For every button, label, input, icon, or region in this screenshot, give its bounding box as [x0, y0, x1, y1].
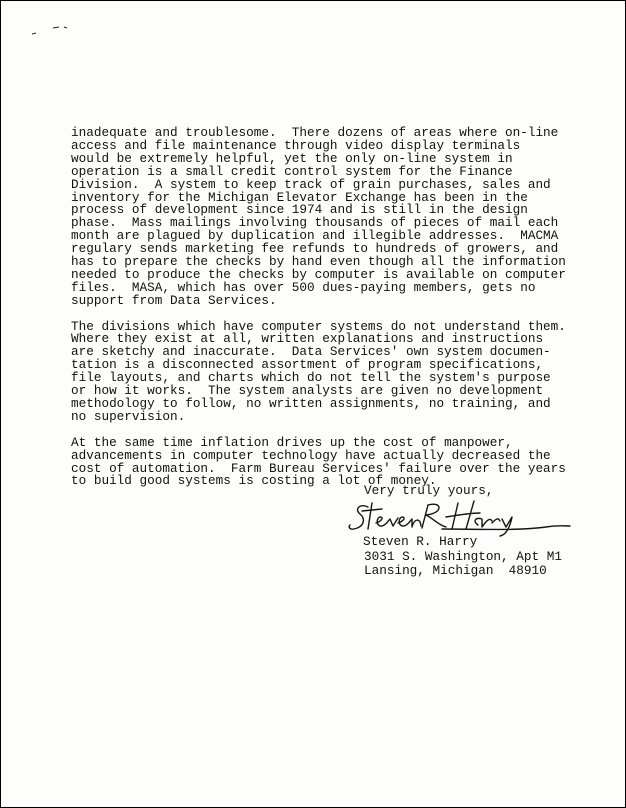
text-line: support from Data Services.	[71, 292, 277, 308]
letter-body	[71, 127, 571, 501]
text-line: files. MASA, which has over 500 dues-paying members, gets no	[71, 279, 536, 295]
paragraph-1	[71, 127, 571, 308]
text-line: or how it works. The system analysts are given no development	[71, 383, 544, 399]
text-line: The divisions which have computer systems do not understand them.	[71, 318, 566, 334]
text-line: Division. A system to keep track of grain purchases, sales and	[71, 176, 551, 192]
paragraph-3	[71, 434, 571, 489]
text-line: advancements in computer technology have actually decreased the	[71, 447, 551, 463]
sender-address	[364, 550, 562, 577]
text-line: process of development since 1974 and is still in the design	[71, 202, 528, 218]
text-line: cost of automation. Farm Bureau Services' failure over the years	[71, 460, 566, 476]
text-line: inadequate and troublesome. There dozens of areas where on-line	[71, 125, 559, 140]
text-line: inventory for the Michigan Elevator Exchange has been in the	[71, 189, 528, 205]
text-line: access and file maintenance through video display terminals	[71, 137, 521, 153]
address-line: 3031 S. Washington, Apt M1	[364, 549, 562, 564]
address-line: Lansing, Michigan 48910	[364, 562, 547, 578]
text-line: no supervision.	[71, 408, 186, 424]
paragraph-2	[71, 318, 571, 424]
signer-name: Steven R. Harry	[363, 534, 478, 549]
text-line: would be extremely helpful, yet the only on-line system in	[71, 150, 513, 166]
text-line: operation is a small credit control system for the Finance	[71, 163, 513, 179]
text-line: tation is a disconnected assortment of program specifications,	[71, 357, 544, 373]
text-line: phase. Mass mailings involving thousands of pieces of mail each	[71, 215, 559, 231]
text-line: month are plagued by duplication and illegible addresses. MACMA	[71, 228, 559, 244]
text-line: has to prepare the checks by hand even though all the information	[71, 254, 566, 270]
text-line: are sketchy and inaccurate. Data Services' own system documen-	[71, 344, 551, 360]
text-line: methodology to follow, no written assignments, no training, and	[71, 396, 551, 412]
text-line: At the same time inflation drives up the cost of manpower,	[71, 434, 513, 450]
scan-specks	[31, 19, 91, 39]
handwritten-signature	[346, 495, 571, 537]
closing-salutation: Very truly yours,	[364, 483, 494, 498]
text-line: needed to produce the checks by computer is available on computer	[71, 266, 566, 282]
text-line: regulary sends marketing fee refunds to hundreds of growers, and	[71, 241, 559, 257]
text-line: file layouts, and charts which do not tell the system's purpose	[71, 370, 551, 386]
text-line: Where they exist at all, written explanations and instructions	[71, 331, 544, 347]
text-line: to build good systems is costing a lot of money.	[71, 473, 437, 489]
